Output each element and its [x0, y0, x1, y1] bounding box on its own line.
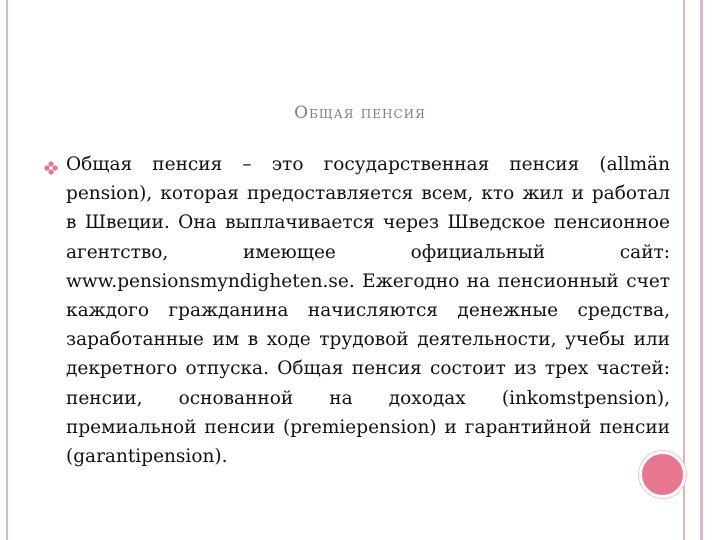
- frame-line-right-outer: [700, 0, 703, 540]
- pink-flower-bullet-icon: [44, 161, 58, 175]
- decorative-pink-circle: [639, 451, 686, 498]
- slide-title: [0, 103, 720, 123]
- frame-line-right-inner: [683, 0, 685, 540]
- slide-title-text: Общая пенсия: [294, 103, 426, 123]
- frame-line-left: [6, 0, 8, 540]
- slide-body-paragraph: Общая пенсия – это государственная пенсия (allmän pension), которая предоставляется всем, кто жил и работал в Швеции. Она выплачивается через Шведское пенсионное агентство, имеющее официальный сайт: www.pensionsmyndigheten.se. Ежегодно на пенсионный счет каждого гражданина начисляются денежные средства, заработанные им в ходе трудовой деятельности, учебы или декретного отпуска. Общая пенсия состоит из трех частей: пенсии, основанной на доходах (inkomstpension), премиальной пенсии (premiepension) и гарантийной пенсии (garantipension).: [66, 154, 670, 468]
